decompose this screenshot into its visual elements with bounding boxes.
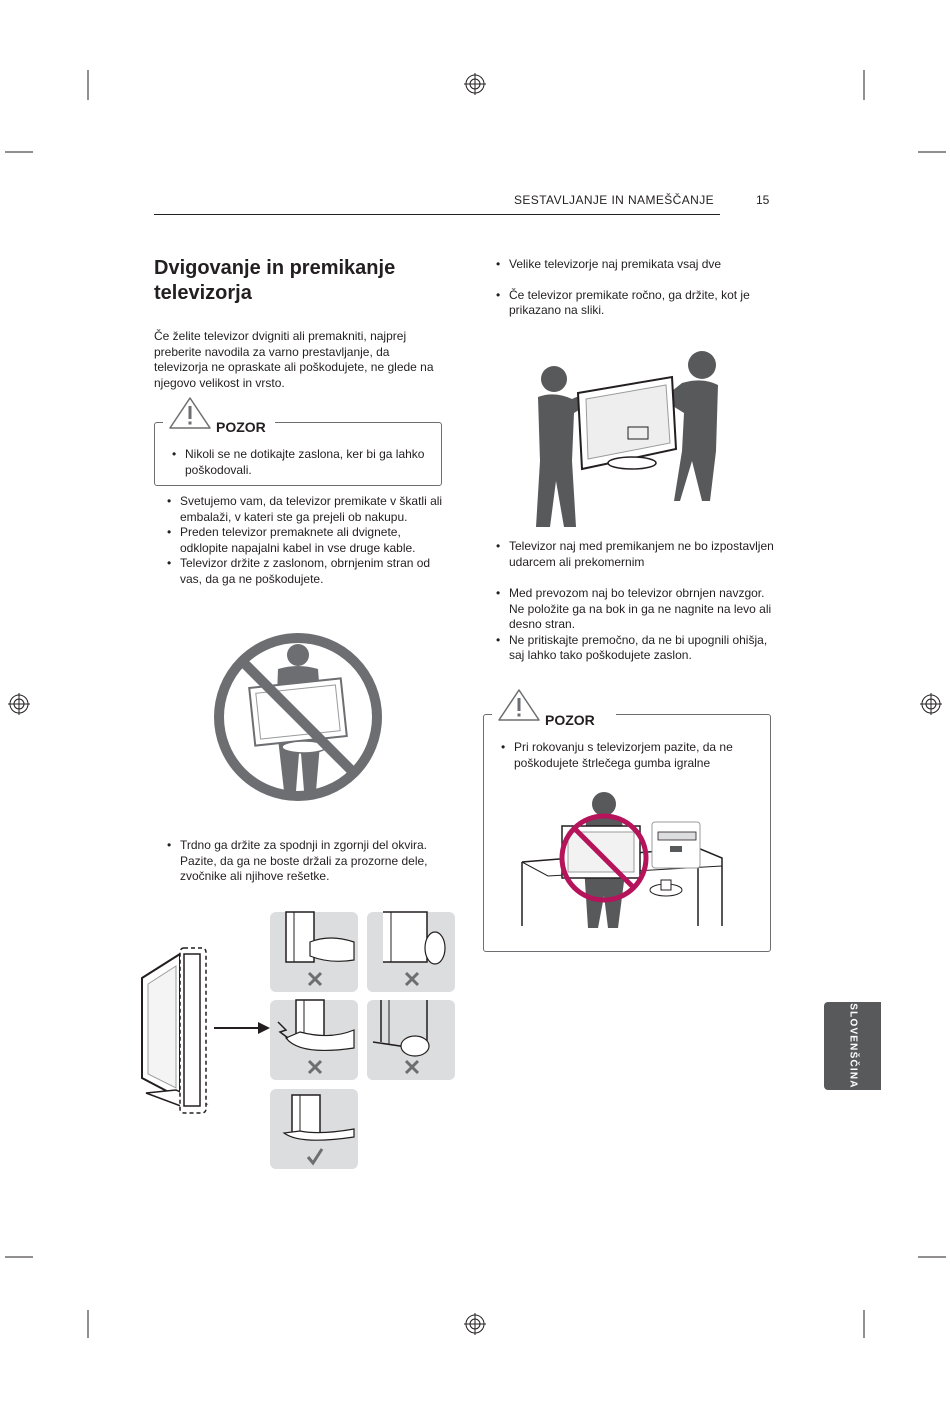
language-tab-label: SLOVENŠČINA xyxy=(847,1003,858,1089)
header-rule xyxy=(154,214,720,215)
list-item: • Trdno ga držite za spodnji in zgornji del okvira. Pazite, da ga ne boste držali za prozorne dele, zvočnike ali njihove rešetke. xyxy=(165,838,445,885)
bullet-list xyxy=(494,257,774,319)
list-item: • Ne pritiskajte premočno, da ne bi upognili ohišja, saj lahko tako poškodujete zaslon. xyxy=(494,633,774,664)
grip-panel-correct xyxy=(270,1089,358,1169)
list-item: • Med prevozom naj bo televizor obrnjen navzgor. Ne položite ga na bok in ga ne nagnite na levo ali desno stran. xyxy=(494,586,774,633)
registration-mark-icon xyxy=(464,73,486,95)
bullet-list xyxy=(165,494,445,588)
list-item: • Velike televizorje naj premikata vsaj dve xyxy=(494,257,774,273)
grip-panel-wrong xyxy=(270,1000,358,1080)
caution-item: • Pri rokovanju s televizorjem pazite, da ne poškodujete štrlečega gumba igralne xyxy=(499,740,761,771)
caution-label: POZOR xyxy=(545,712,595,728)
joystick-warning-illustration xyxy=(518,786,728,931)
tv-side-illustration xyxy=(136,938,286,1118)
bullet-list xyxy=(494,539,774,570)
list-item: • Televizor naj med premikanjem ne bo izpostavljen udarcem ali prekomernim xyxy=(494,539,774,570)
caution-item: • Nikoli se ne dotikajte zaslona, ker bi ga lahko poškodovali. xyxy=(170,447,432,478)
list-item: • Če televizor premikate ročno, ga držite, kot je prikazano na sliki. xyxy=(494,288,774,319)
bullet-list xyxy=(165,838,445,885)
prohibited-carry-illustration xyxy=(212,631,384,803)
language-tab xyxy=(824,1002,881,1090)
warning-triangle-icon xyxy=(497,688,541,722)
registration-mark-icon xyxy=(464,1313,486,1335)
caution-list xyxy=(499,740,761,771)
caution-list xyxy=(170,447,432,478)
bullet-list xyxy=(494,586,774,664)
grip-panel-wrong xyxy=(367,912,455,992)
grip-panel-wrong xyxy=(270,912,358,992)
list-item: • Televizor držite z zaslonom, obrnjenim stran od vas, da ga ne poškodujete. xyxy=(165,556,445,587)
page-number: 15 xyxy=(756,193,770,207)
two-person-carry-illustration xyxy=(532,341,722,531)
caution-label: POZOR xyxy=(216,419,266,435)
registration-mark-icon xyxy=(8,693,30,715)
intro-paragraph: Če želite televizor dvigniti ali premakniti, najprej preberite navodila za varno prestavljanje, da televizorja ne opraskate ali poškodujete, ne glede na njegovo velikost in vrsto. xyxy=(154,329,434,390)
list-item: • Svetujemo vam, da televizor premikate v škatli ali embalaži, v kateri ste ga prejeli ob nakupu. xyxy=(165,494,445,525)
page-title: Dvigovanje in premikanje televizorja xyxy=(154,257,396,304)
warning-triangle-icon xyxy=(168,396,212,430)
registration-mark-icon xyxy=(920,693,942,715)
list-item: • Preden televizor premaknete ali dvignete, odklopite napajalni kabel in vse druge kable. xyxy=(165,525,445,556)
section-header: SESTAVLJANJE IN NAMEŠČANJE xyxy=(514,193,714,207)
grip-panel-wrong xyxy=(367,1000,455,1080)
